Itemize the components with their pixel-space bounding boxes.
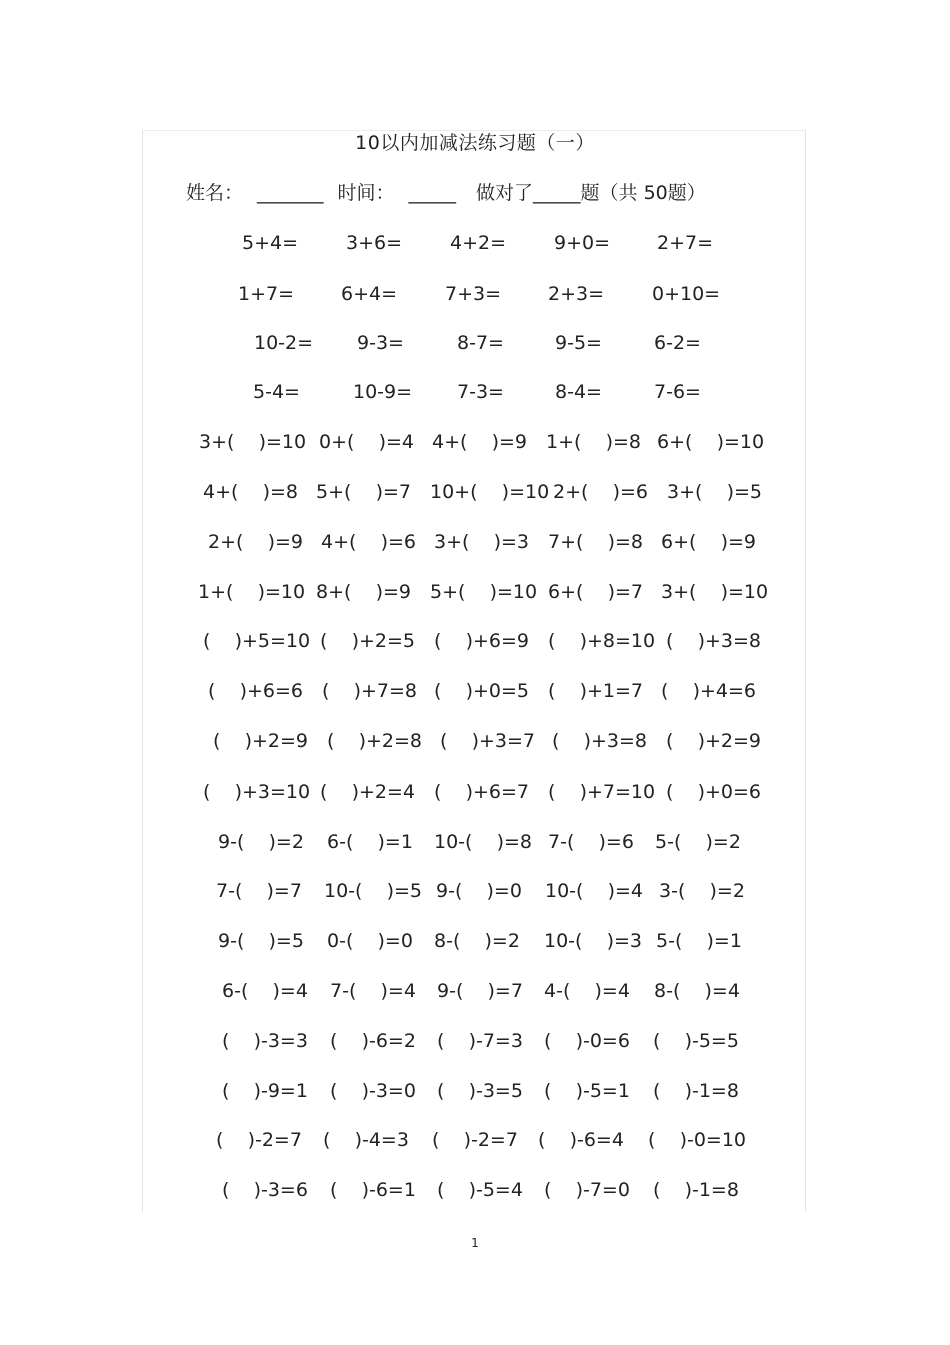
correct-count-field[interactable]: _____ xyxy=(533,182,581,204)
problem-row xyxy=(0,1179,950,1209)
math-problem[interactable]: ( )-9=1 xyxy=(222,1080,308,1102)
math-problem[interactable]: 5+( )=10 xyxy=(430,581,538,603)
math-problem[interactable]: ( )-1=8 xyxy=(653,1080,739,1102)
math-problem[interactable]: ( )+2=4 xyxy=(320,781,415,803)
problem-row xyxy=(0,481,950,511)
math-problem[interactable]: ( )-6=2 xyxy=(330,1030,416,1052)
student-info-line xyxy=(186,178,786,205)
math-problem[interactable]: 2+7= xyxy=(657,232,714,254)
math-problem[interactable]: 4+( )=6 xyxy=(321,531,416,553)
math-problem[interactable]: 4+2= xyxy=(450,232,507,254)
problem-row xyxy=(0,1129,950,1159)
problem-row xyxy=(0,781,950,811)
math-problem[interactable]: 6-( )=4 xyxy=(222,980,308,1002)
math-problem[interactable]: 6-( )=1 xyxy=(327,831,413,853)
math-problem[interactable]: 4+( )=8 xyxy=(203,481,298,503)
math-problem[interactable]: ( )-6=4 xyxy=(538,1129,624,1151)
problem-row xyxy=(0,381,950,411)
math-problem[interactable]: 7-( )=6 xyxy=(548,831,634,853)
math-problem[interactable]: 7-( )=4 xyxy=(330,980,416,1002)
math-problem[interactable]: ( )+2=8 xyxy=(327,730,422,752)
problem-row xyxy=(0,680,950,710)
math-problem[interactable]: ( )-3=3 xyxy=(222,1030,308,1052)
math-problem[interactable]: 3-( )=2 xyxy=(659,880,745,902)
math-problem[interactable]: 6+( )=9 xyxy=(661,531,756,553)
math-problem[interactable]: ( )-2=7 xyxy=(216,1129,302,1151)
math-problem[interactable]: ( )-5=1 xyxy=(544,1080,630,1102)
math-problem[interactable]: 5-4= xyxy=(253,381,300,403)
math-problem[interactable]: 10-( )=5 xyxy=(324,880,423,902)
math-problem[interactable]: ( )-3=6 xyxy=(222,1179,308,1201)
math-problem[interactable]: 2+( )=9 xyxy=(208,531,303,553)
math-problem[interactable]: 5-( )=2 xyxy=(655,831,741,853)
math-problem[interactable]: 10-( )=8 xyxy=(434,831,533,853)
math-problem[interactable]: 7+3= xyxy=(445,283,502,305)
time-field[interactable]: _____ xyxy=(408,182,457,204)
math-problem[interactable]: 8+( )=9 xyxy=(316,581,411,603)
problem-row xyxy=(0,332,950,362)
math-problem[interactable]: ( )-6=1 xyxy=(330,1179,416,1201)
math-problem[interactable]: ( )-5=4 xyxy=(437,1179,523,1201)
math-problem[interactable]: 0-( )=0 xyxy=(327,930,413,952)
math-problem[interactable]: 3+( )=10 xyxy=(199,431,307,453)
math-problem[interactable]: 7-3= xyxy=(457,381,504,403)
name-label: 姓名： xyxy=(186,182,244,204)
math-problem[interactable]: 9-( )=0 xyxy=(436,880,522,902)
math-problem[interactable]: 9-( )=2 xyxy=(218,831,304,853)
math-problem[interactable]: 10+( )=10 xyxy=(430,481,550,503)
math-problem[interactable]: 2+3= xyxy=(548,283,605,305)
page-number: 1 xyxy=(471,1236,479,1250)
math-problem[interactable]: 3+( )=5 xyxy=(667,481,762,503)
math-problem[interactable]: 9-( )=5 xyxy=(218,930,304,952)
math-problem[interactable]: ( )+7=10 xyxy=(548,781,656,803)
math-problem[interactable]: 4-( )=4 xyxy=(544,980,630,1002)
worksheet-title: 10以内加减法练习题（一） xyxy=(355,132,595,154)
time-label: 时间： xyxy=(337,182,395,204)
problem-row xyxy=(0,730,950,760)
math-problem[interactable]: ( )-2=7 xyxy=(432,1129,518,1151)
math-problem[interactable]: 6+( )=10 xyxy=(657,431,765,453)
math-problem[interactable]: ( )+6=6 xyxy=(208,680,303,702)
math-problem[interactable]: 3+( )=10 xyxy=(661,581,769,603)
math-problem[interactable]: 6+4= xyxy=(341,283,398,305)
math-problem[interactable]: ( )+2=9 xyxy=(213,730,308,752)
problem-row xyxy=(0,980,950,1010)
math-problem[interactable]: ( )-7=0 xyxy=(544,1179,630,1201)
problem-row xyxy=(0,581,950,611)
math-problem[interactable]: ( )+3=7 xyxy=(440,730,535,752)
math-problem[interactable]: ( )+5=10 xyxy=(203,630,311,652)
math-problem[interactable]: ( )+1=7 xyxy=(548,680,643,702)
math-problem[interactable]: ( )-3=5 xyxy=(437,1080,523,1102)
problem-row xyxy=(0,283,950,313)
math-problem[interactable]: 10-( )=4 xyxy=(545,880,644,902)
problem-row xyxy=(0,831,950,861)
problem-row xyxy=(0,880,950,910)
math-problem[interactable]: 1+7= xyxy=(238,283,295,305)
math-problem[interactable]: ( )+2=9 xyxy=(666,730,761,752)
math-problem[interactable]: 6+( )=7 xyxy=(548,581,643,603)
math-problem[interactable]: 8-( )=2 xyxy=(434,930,520,952)
math-problem[interactable]: ( )+7=8 xyxy=(322,680,417,702)
math-problem[interactable]: ( )+4=6 xyxy=(661,680,756,702)
math-problem[interactable]: ( )+6=7 xyxy=(434,781,529,803)
math-problem[interactable]: 9+0= xyxy=(554,232,611,254)
math-problem[interactable]: ( )+0=5 xyxy=(434,680,529,702)
math-problem[interactable]: ( )+8=10 xyxy=(548,630,656,652)
math-problem[interactable]: 3+( )=3 xyxy=(434,531,529,553)
math-problem[interactable]: ( )+3=8 xyxy=(552,730,647,752)
math-problem[interactable]: ( )-3=0 xyxy=(330,1080,416,1102)
problem-row xyxy=(0,531,950,561)
math-problem[interactable]: 3+6= xyxy=(346,232,403,254)
math-problem[interactable]: 10-9= xyxy=(353,381,413,403)
math-problem[interactable]: 5-( )=1 xyxy=(656,930,742,952)
math-problem[interactable]: ( )-0=10 xyxy=(648,1129,747,1151)
total-label: 题（共 50题） xyxy=(580,182,706,204)
math-problem[interactable]: 7+( )=8 xyxy=(548,531,643,553)
math-problem[interactable]: 4+( )=9 xyxy=(432,431,527,453)
problem-row xyxy=(0,431,950,461)
math-problem[interactable]: ( )+0=6 xyxy=(666,781,761,803)
problem-row xyxy=(0,630,950,660)
math-problem[interactable]: 9-5= xyxy=(555,332,602,354)
math-problem[interactable]: 5+( )=7 xyxy=(316,481,411,503)
math-problem[interactable]: 8-4= xyxy=(555,381,602,403)
math-problem[interactable]: ( )-7=3 xyxy=(437,1030,523,1052)
math-problem[interactable]: ( )+6=9 xyxy=(434,630,529,652)
math-problem[interactable]: 1+( )=8 xyxy=(546,431,641,453)
problem-row xyxy=(0,930,950,960)
math-problem[interactable]: ( )-5=5 xyxy=(653,1030,739,1052)
math-problem[interactable]: ( )+3=8 xyxy=(666,630,761,652)
math-problem[interactable]: ( )-0=6 xyxy=(544,1030,630,1052)
math-problem[interactable]: 6-2= xyxy=(654,332,701,354)
math-problem[interactable]: 10-2= xyxy=(254,332,314,354)
math-problem[interactable]: 1+( )=10 xyxy=(198,581,306,603)
name-field[interactable]: _______ xyxy=(257,182,324,204)
math-problem[interactable]: ( )-4=3 xyxy=(323,1129,409,1151)
math-problem[interactable]: 8-( )=4 xyxy=(654,980,740,1002)
math-problem[interactable]: 8-7= xyxy=(457,332,504,354)
math-problem[interactable]: 10-( )=3 xyxy=(544,930,643,952)
math-problem[interactable]: ( )+2=5 xyxy=(320,630,415,652)
math-problem[interactable]: 2+( )=6 xyxy=(553,481,648,503)
math-problem[interactable]: ( )-1=8 xyxy=(653,1179,739,1201)
math-problem[interactable]: 5+4= xyxy=(242,232,299,254)
math-problem[interactable]: ( )+3=10 xyxy=(203,781,311,803)
math-problem[interactable]: 0+( )=4 xyxy=(319,431,414,453)
math-problem[interactable]: 7-( )=7 xyxy=(216,880,302,902)
math-problem[interactable]: 9-( )=7 xyxy=(437,980,523,1002)
problem-row xyxy=(0,232,950,262)
problem-row xyxy=(0,1080,950,1110)
math-problem[interactable]: 0+10= xyxy=(652,283,721,305)
math-problem[interactable]: 7-6= xyxy=(654,381,701,403)
problem-row xyxy=(0,1030,950,1060)
math-problem[interactable]: 9-3= xyxy=(357,332,404,354)
correct-label: 做对了 xyxy=(476,182,534,204)
